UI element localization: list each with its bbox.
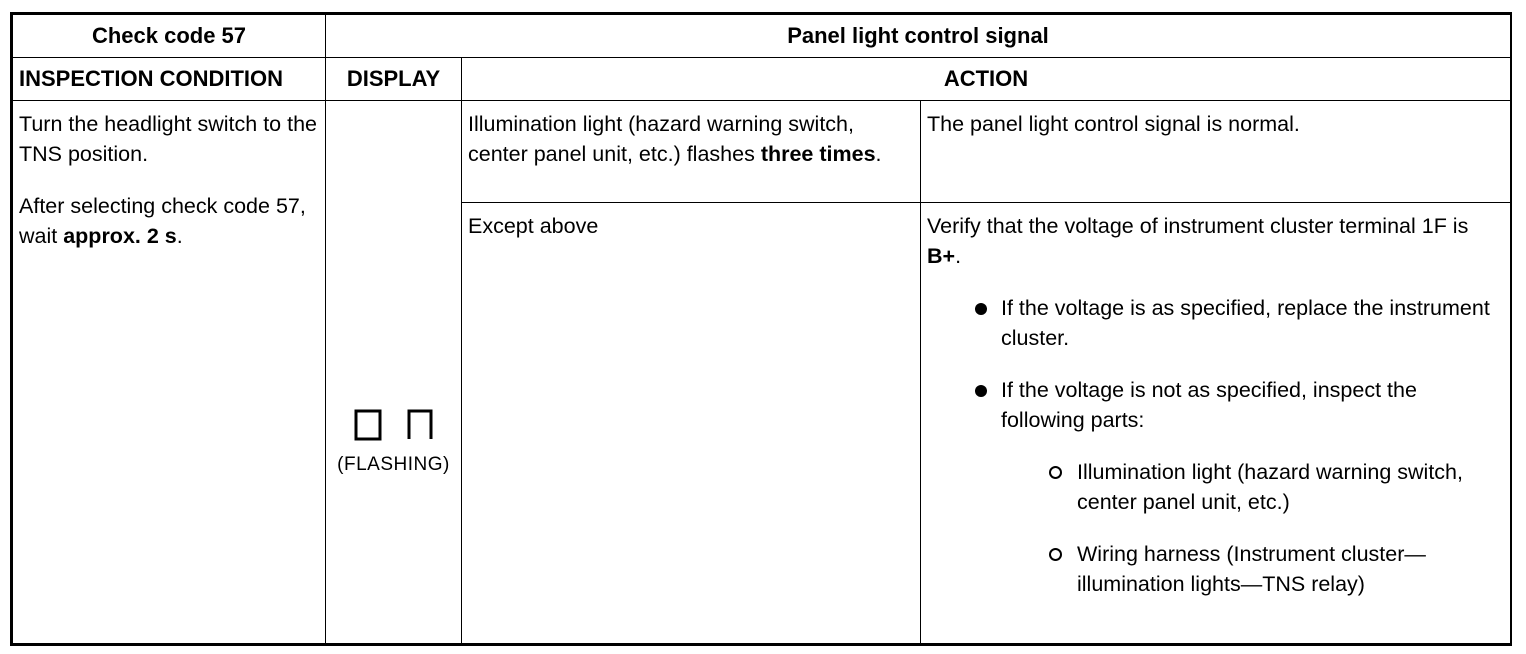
display-cell <box>326 101 462 644</box>
column-header-display: DISPLAY <box>326 58 462 101</box>
bullet-icon <box>975 303 987 315</box>
action-cell-2 <box>921 203 1511 644</box>
column-header-inspection-condition: INSPECTION CONDITION <box>13 58 326 101</box>
sub-list-item: Wiring harness (Instrument cluster—illumination lights—TNS relay) <box>927 539 1504 599</box>
condition-step-1: Turn the headlight switch to the TNS position. <box>19 112 317 166</box>
result-cell-2: Except above <box>462 203 921 644</box>
display-status: (FLASHING) <box>337 453 450 475</box>
inspection-table <box>12 14 1511 644</box>
segment-code-value <box>0 0 1 1</box>
result-cell-1: Illumination light (hazard warning switch, center panel unit, etc.) flashes three times. <box>462 101 921 203</box>
segment-display <box>326 409 461 446</box>
check-code-header: Check code 57 <box>13 15 326 58</box>
list-item: If the voltage is not as specified, inspect the following parts: <box>927 375 1504 435</box>
circle-bullet-icon <box>1049 548 1062 561</box>
action-cell-1: The panel light control signal is normal. <box>921 101 1511 203</box>
action-verify-text: Verify that the voltage of instrument cluster terminal 1F is B+. <box>927 214 1469 268</box>
inspection-condition-cell <box>13 101 326 644</box>
list-item: If the voltage is as specified, replace the instrument cluster. <box>927 293 1504 353</box>
segment-digit-0-icon <box>354 409 382 441</box>
condition-step-2: After selecting check code 57, wait approx. 2 s. <box>19 194 306 248</box>
circle-bullet-icon <box>1049 466 1062 479</box>
bullet-icon <box>975 385 987 397</box>
column-header-action: ACTION <box>462 58 1511 101</box>
segment-digit-7-icon <box>406 409 434 441</box>
sub-list-item: Illumination light (hazard warning switch, center panel unit, etc.) <box>927 457 1504 517</box>
table-title: Panel light control signal <box>326 15 1511 58</box>
